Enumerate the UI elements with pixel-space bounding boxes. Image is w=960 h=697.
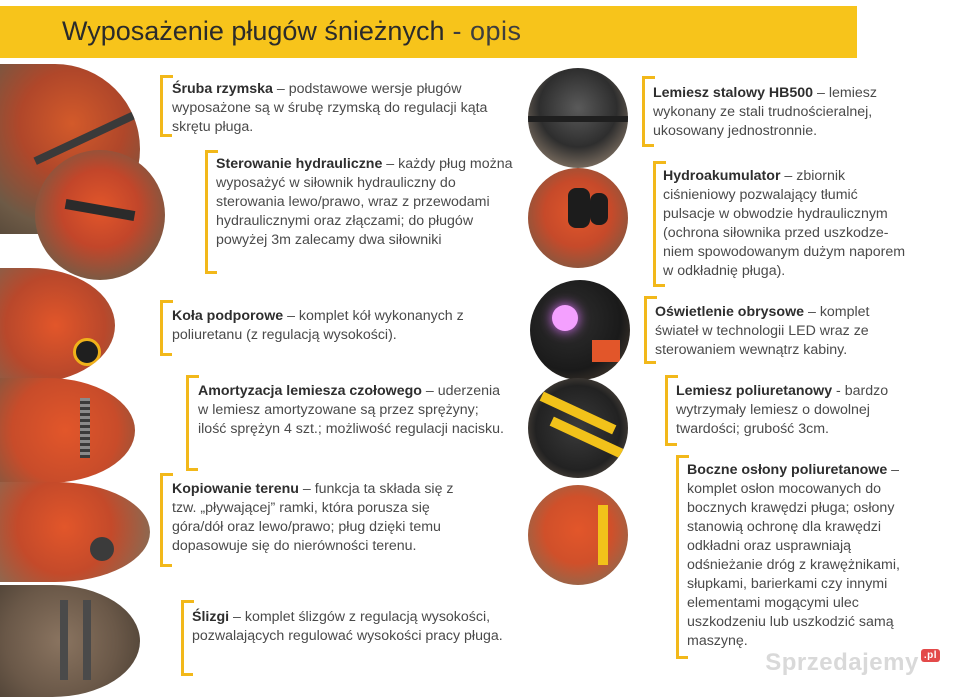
right-item-5 [687,461,919,651]
left-item-4 [198,382,508,439]
item-sep: – [229,609,245,625]
photo-support-wheels [0,268,115,383]
item-term: Kopiowanie terenu [172,481,299,497]
photo-side-guards [528,485,628,585]
title-separator: - [444,16,470,46]
title-main: Wyposażenie pługów śnieżnych [62,16,445,46]
item-sep: – [283,308,299,324]
left-item-6 [192,608,512,646]
item-sep: – [813,85,829,101]
photo-steel-blade [528,68,628,168]
right-item-2 [663,167,913,281]
item-text: komplet kół wykonanych z poliuretanu (z regulacją wysokości). [172,308,464,343]
item-text: komplet osłon mocowanych do bocznych krawędzi pługa; osłony stanowią ochronę dla krawędzi odkładni oraz usprawniają odśnieżanie dróg z krawężnikami, słupkami, barierkami czy innymi elementami mogącymi ulec uszkodzeniu lub uszkodzić samą maszynę. [687,481,900,649]
item-text: komplet świateł w technologii LED wraz ze sterowaniem wewnątrz kabiny. [655,304,870,358]
item-term: Oświetlenie obrysowe [655,304,805,320]
item-term: Ślizgi [192,609,230,625]
left-item-2 [216,155,526,250]
item-text: bardzo wytrzymały lemiesz o dowolnej twardości; grubość 3cm. [676,383,889,437]
photo-hydroaccumulator [528,168,628,268]
left-item-3 [172,307,492,345]
page-title [62,16,522,47]
left-item-1 [172,80,492,137]
watermark-logo [765,649,940,677]
right-item-3 [655,303,905,360]
item-term: Śruba rzymska [172,81,273,97]
item-sep: – [804,304,820,320]
left-item-5 [172,480,472,556]
item-text: podstawowe wersje pługów wyposażone są w śrubę rzymską do regulacji kąta skrętu pługa. [172,81,488,135]
title-sub: opis [469,16,522,46]
watermark-badge: .pl [921,649,940,662]
header-banner [0,6,857,58]
right-item-1 [653,84,903,141]
item-term: Lemiesz poliuretanowy [676,383,833,399]
item-sep: – [421,383,438,399]
item-term: Koła podporowe [172,308,284,324]
item-term: Sterowanie hydrauliczne [216,156,383,172]
photo-led-lights [530,280,630,380]
item-sep: – [298,481,315,497]
item-sep: – [272,81,289,97]
item-sep: – [382,156,399,172]
photo-polyurethane-blade [528,378,628,478]
item-text: komplet ślizgów z regulacją wysokości, pozwalających regulować wysokości pracy pługa. [192,609,503,644]
item-text: funkcja ta składa się z tzw. „pływającej” ramki, która porusza się góra/dół oraz lewo/prawo; pług dzięki temu dopasowuje się do nierówności terenu. [172,481,454,554]
item-term: Lemiesz stalowy HB500 [653,85,814,101]
watermark-text: Sprzedajemy [765,649,919,676]
item-term: Boczne osłony poliuretanowe [687,462,888,478]
item-text: lemiesz wykonany ze stali trudnościeralnej, ukosowany jednostronnie. [653,85,877,139]
photo-floating-frame [0,482,150,582]
item-term: Hydroakumulator [663,168,781,184]
photo-skids [0,585,140,697]
item-sep: – [887,462,900,478]
item-text: uderzenia w lemiesz amortyzowane są przez sprężyny; ilość sprężyn 4 szt.; możliwość regulacji nacisku. [198,383,504,437]
item-text: każdy pług można wyposażyć w siłownik hydrauliczny do sterowania lewo/prawo, wraz z przewodami hydraulicznymi oraz złączami; do pługów powyżej 3m zalecamy dwa siłowniki [216,156,513,248]
item-sep: – [780,168,797,184]
item-text: zbiornik ciśnieniowy pozwalający tłumić pulsacje w obwodzie hydraulicznym (ochrona siłownika przed uszkodze- niem spowodowanym dużym naporem w odkładnię pługa). [663,168,906,279]
item-term: Amortyzacja lemiesza czołowego [198,383,422,399]
photo-springs [0,378,135,483]
item-sep: - [832,383,845,399]
right-item-4 [676,382,916,439]
photo-hydraulic [35,150,165,280]
